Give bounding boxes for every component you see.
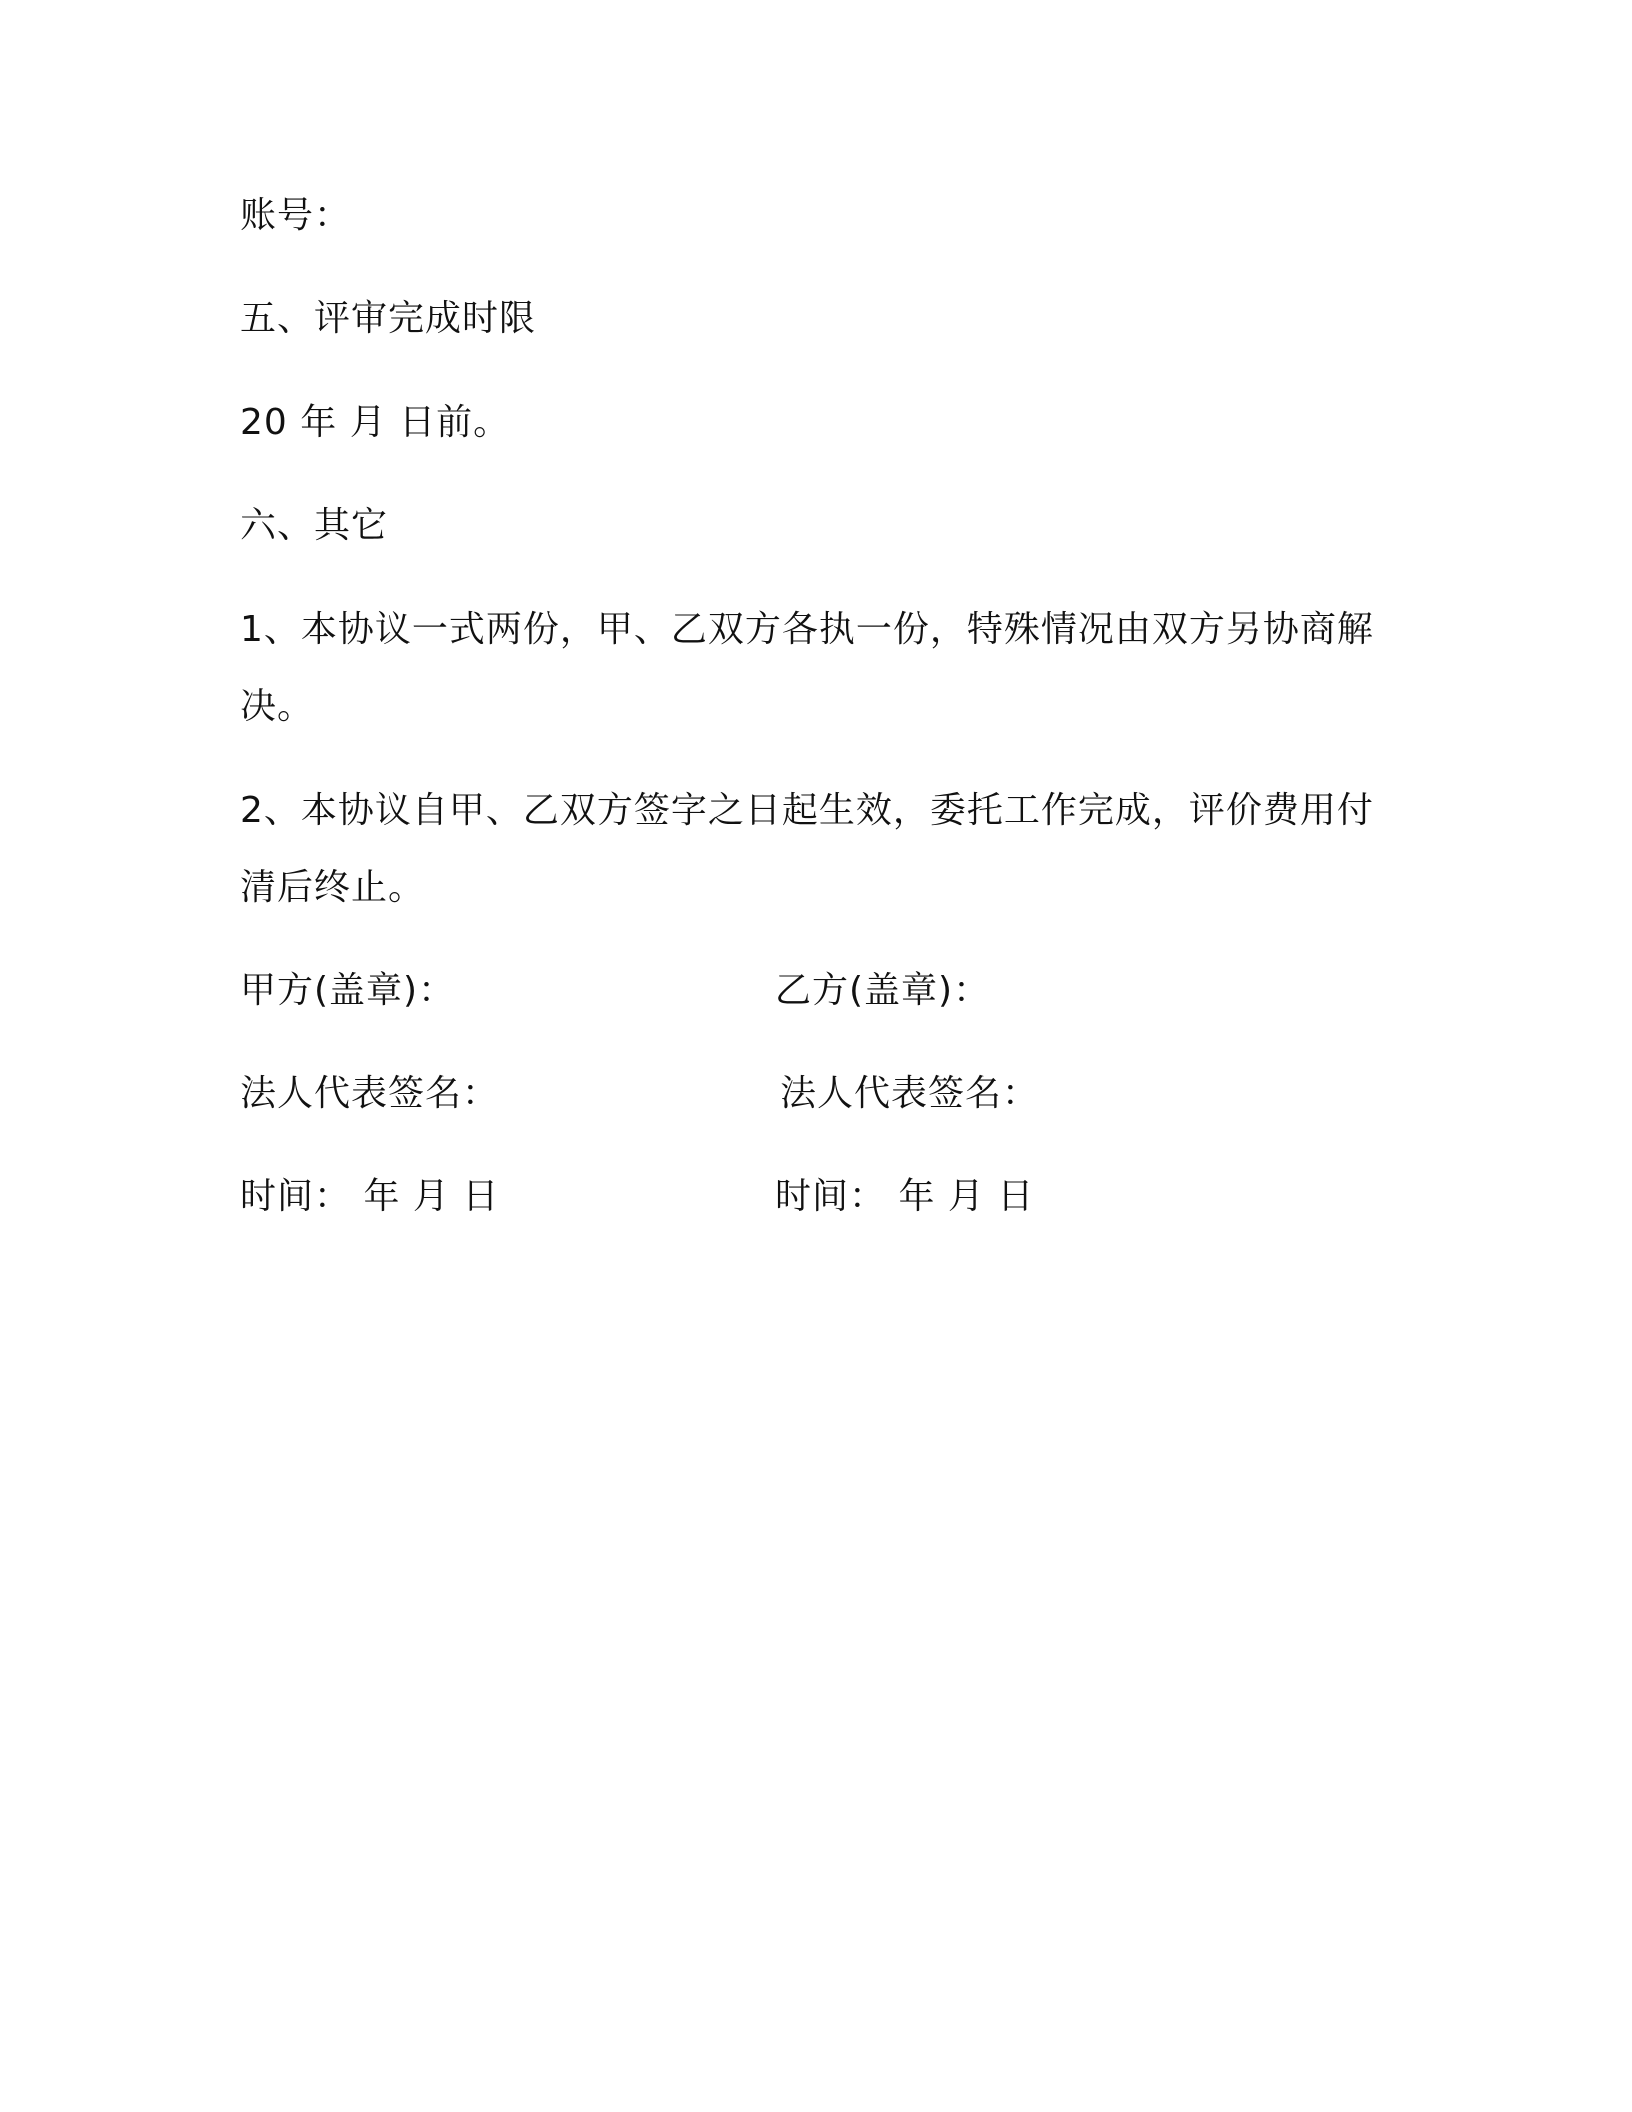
- party-b-signature-label: 法人代表签名：: [780, 1073, 1040, 1114]
- deadline-text: 20 年 月 日前。: [240, 402, 511, 443]
- clause-2-line-1: 2、本协议自甲、乙双方签字之日起生效，委托工作完成，评价费用付: [240, 790, 1374, 831]
- section-6-heading: 六、其它: [240, 505, 389, 546]
- clause-1-line-2: 决。: [240, 686, 315, 727]
- party-b-seal-label: 乙方(盖章)：: [775, 970, 991, 1011]
- section-5-heading: 五、评审完成时限: [240, 298, 537, 339]
- account-line: 账号：: [240, 195, 352, 236]
- party-a-signature-label: 法人代表签名：: [240, 1073, 500, 1114]
- clause-1-line-1: 1、本协议一式两份，甲、乙双方各执一份，特殊情况由双方另协商解: [240, 609, 1374, 650]
- party-a-seal-label: 甲方(盖章)：: [240, 970, 456, 1011]
- party-a-date-label: 时间： 年 月 日: [240, 1176, 500, 1217]
- clause-2-line-2: 清后终止。: [240, 867, 426, 908]
- party-b-date-label: 时间： 年 月 日: [775, 1176, 1035, 1217]
